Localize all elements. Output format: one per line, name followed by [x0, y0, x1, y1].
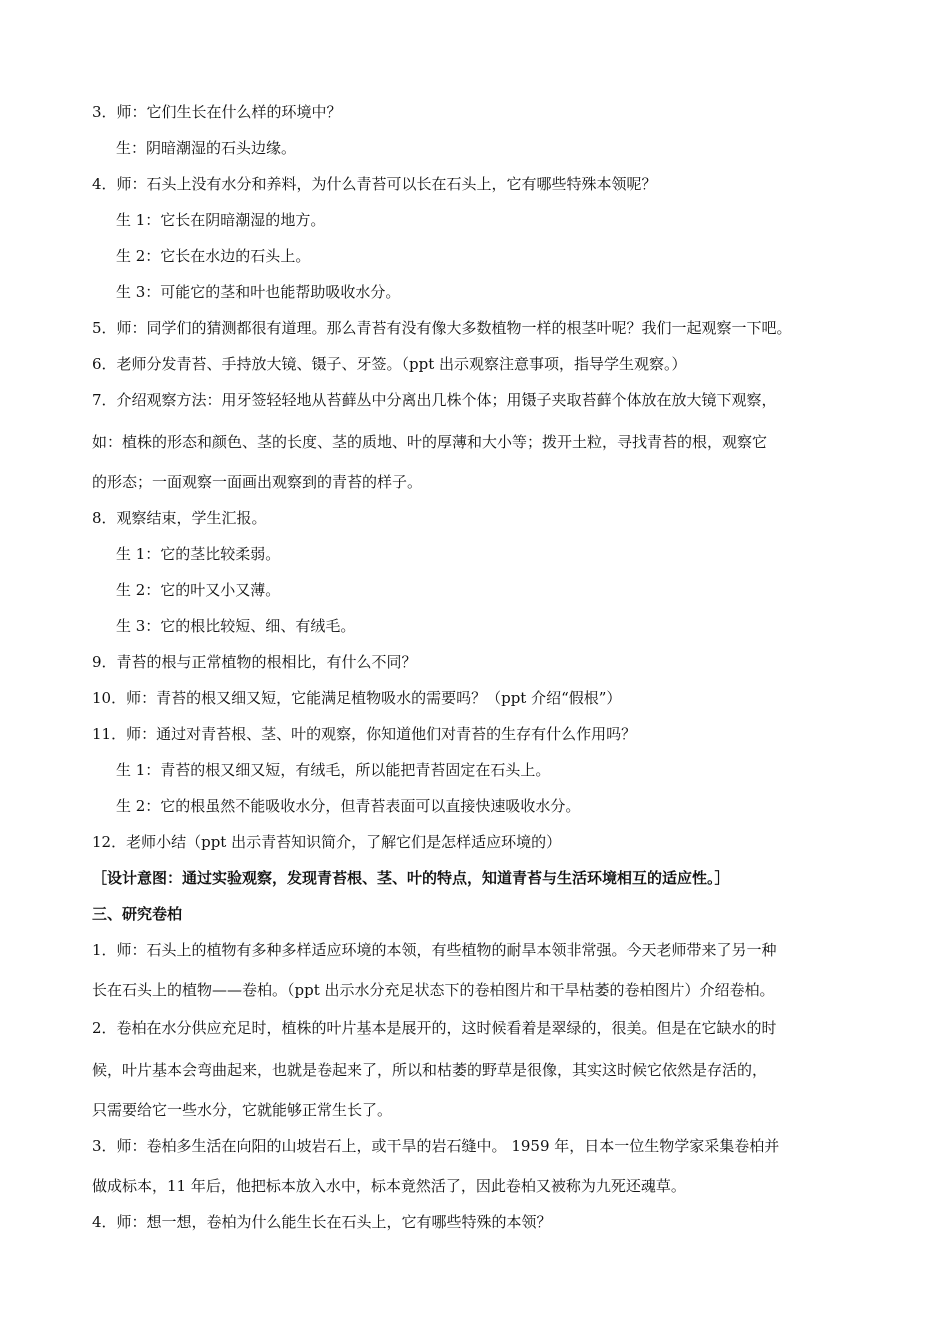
paragraph-line: 7．介绍观察方法：用牙签轻轻地从苔藓丛中分离出几株个体；用镊子夹取苔藓个体放在放大镜下观察，: [92, 391, 777, 409]
paragraph-line: 11．师：通过对青苔根、茎、叶的观察，你知道他们对青苔的生存有什么作用吗？: [92, 725, 637, 743]
design-intent-note: ［设计意图：通过实验观察，发现青苔根、茎、叶的特点，知道青苔与生活环境相互的适应性。］: [92, 869, 730, 887]
paragraph-line: 9．青苔的根与正常植物的根相比，有什么不同？: [92, 653, 417, 671]
student-answer-line: 生：阴暗潮湿的石头边缘。: [116, 139, 297, 157]
paragraph-line: 的形态；一面观察一面画出观察到的青苔的样子。: [92, 473, 423, 491]
student-answer-line: 生 1：它的茎比较柔弱。: [116, 545, 281, 563]
paragraph-line: 做成标本，11 年后，他把标本放入水中，标本竟然活了，因此卷柏又被称为九死还魂草。: [92, 1177, 686, 1195]
paragraph-line: 6．老师分发青苔、手持放大镜、镊子、牙签。（ppt 出示观察注意事项，指导学生观察。）: [92, 355, 687, 373]
paragraph-line: 4．师：想一想，卷柏为什么能生长在石头上，它有哪些特殊的本领？: [92, 1213, 552, 1231]
section-heading: 三、研究卷柏: [92, 905, 183, 923]
paragraph-line: 只需要给它一些水分，它就能够正常生长了。: [92, 1101, 393, 1119]
paragraph-line: 3．师：卷柏多生活在向阳的山坡岩石上，或干旱的岩石缝中。 1959 年，日本一位生物学家采集卷柏并: [92, 1137, 780, 1155]
student-answer-line: 生 2：它长在水边的石头上。: [116, 247, 311, 265]
paragraph-line: 10．师：青苔的根又细又短，它能满足植物吸水的需要吗？（ppt 介绍“假根”）: [92, 689, 622, 707]
student-answer-line: 生 2：它的根虽然不能吸收水分，但青苔表面可以直接快速吸收水分。: [116, 797, 581, 815]
paragraph-line: 长在石头上的植物——卷柏。（ppt 出示水分充足状态下的卷柏图片和干旱枯萎的卷柏图片）介绍卷柏。: [92, 981, 775, 999]
student-answer-line: 生 1：青苔的根又细又短，有绒毛，所以能把青苔固定在石头上。: [116, 761, 551, 779]
student-answer-line: 生 1：它长在阴暗潮湿的地方。: [116, 211, 326, 229]
paragraph-line: 3．师：它们生长在什么样的环境中？: [92, 103, 342, 121]
paragraph-line: 4．师：石头上没有水分和养料，为什么青苔可以长在石头上，它有哪些特殊本领呢？: [92, 175, 657, 193]
paragraph-line: 候，叶片基本会弯曲起来，也就是卷起来了，所以和枯萎的野草是很像，其实这时候它依然是存活的，: [92, 1061, 768, 1079]
paragraph-line: 12．老师小结（ppt 出示青苔知识简介，了解它们是怎样适应环境的）: [92, 833, 562, 851]
student-answer-line: 生 3：它的根比较短、细、有绒毛。: [116, 617, 356, 635]
paragraph-line: 2．卷柏在水分供应充足时，植株的叶片基本是展开的，这时候看着是翠绿的，很美。但是在它缺水的时: [92, 1019, 777, 1037]
student-answer-line: 生 2：它的叶又小又薄。: [116, 581, 281, 599]
paragraph-line: 8．观察结束，学生汇报。: [92, 509, 267, 527]
paragraph-line: 1．师：石头上的植物有多种多样适应环境的本领，有些植物的耐旱本领非常强。今天老师带来了另一种: [92, 941, 777, 959]
student-answer-line: 生 3：可能它的茎和叶也能帮助吸收水分。: [116, 283, 401, 301]
paragraph-line: 如：植株的形态和颜色、茎的长度、茎的质地、叶的厚薄和大小等；拨开土粒，寻找青苔的根，观察它: [92, 433, 768, 451]
paragraph-line: 5．师：同学们的猜测都很有道理。那么青苔有没有像大多数植物一样的根茎叶呢？我们一起观察一下吧。: [92, 319, 792, 337]
